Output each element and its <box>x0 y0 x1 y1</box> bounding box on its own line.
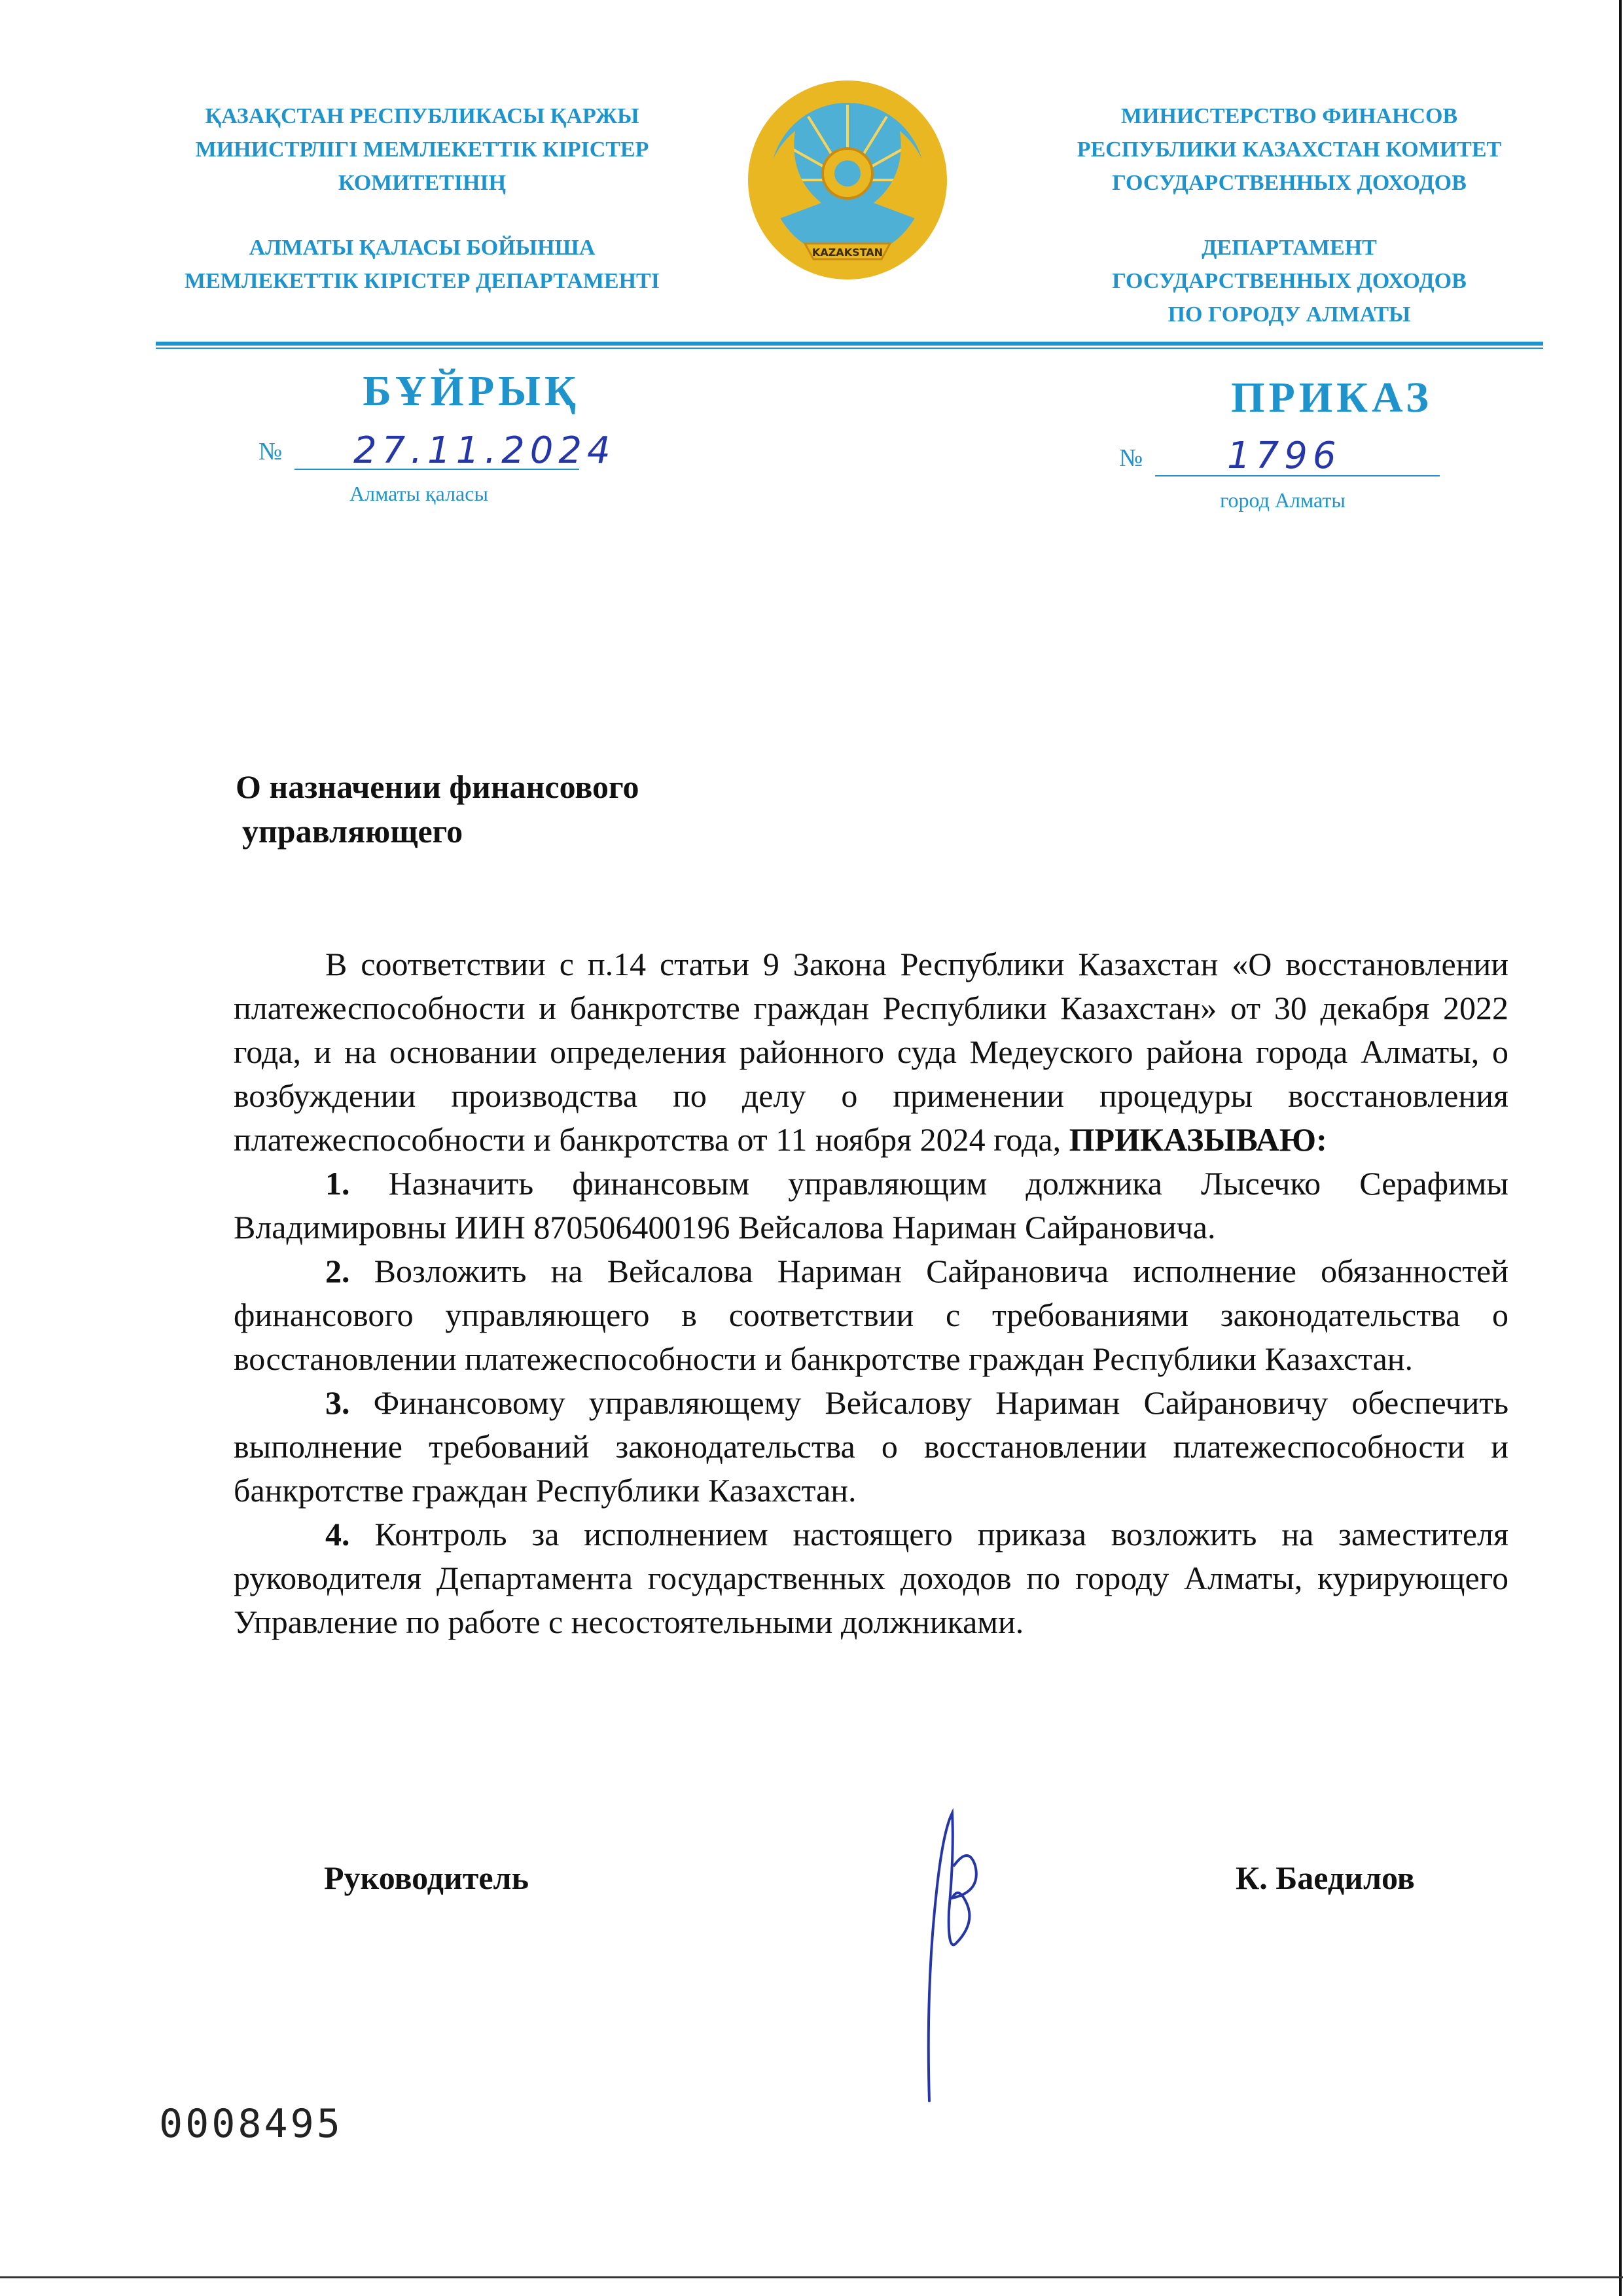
body-item <box>234 1162 1508 1249</box>
order-title-ru: ПРИКАЗ <box>1231 374 1433 422</box>
serial-number: 0008495 <box>159 2101 343 2147</box>
item-text: Контроль за исполнением настоящего приказа возложить на заместителя руководителя Департамента государственных доходов по городу Алматы, курирующего Управление по работе с несостоятельными должниками. <box>234 1516 1508 1640</box>
order-body <box>234 942 1508 1644</box>
state-emblem-icon <box>743 72 952 288</box>
header-ru-line: ГОСУДАРСТВЕННЫХ ДОХОДОВ <box>1112 171 1467 195</box>
item-number: 3. <box>325 1384 350 1421</box>
header-ru-line: РЕСПУБЛИКИ КАЗАХСТАН КОМИТЕТ <box>1077 137 1502 162</box>
item-number: 2. <box>325 1253 350 1289</box>
item-number: 1. <box>325 1165 350 1202</box>
header-kz-line: МИНИСТРЛІГІ МЕМЛЕКЕТТІК КІРІСТЕР <box>195 137 649 162</box>
header-ru-line: МИНИСТЕРСТВО ФИНАНСОВ <box>1120 104 1458 128</box>
header-ru-line: ПО ГОРОДУ АЛМАТЫ <box>1168 302 1411 327</box>
header-kz <box>141 99 704 298</box>
item-number: 4. <box>325 1516 350 1552</box>
header-kz-line: ҚАЗАҚСТАН РЕСПУБЛИКАСЫ ҚАРЖЫ <box>205 104 639 128</box>
number-sign-kz: № <box>259 438 283 465</box>
page-edge-right <box>1619 0 1622 2296</box>
header-kz-line: АЛМАТЫ ҚАЛАСЫ БОЙЫНША <box>249 236 596 260</box>
page-edge-bottom <box>0 2276 1623 2278</box>
header-divider <box>156 342 1543 346</box>
subject-line: управляющего <box>242 813 463 850</box>
emblem-text: KAZAKSTAN <box>812 246 883 259</box>
header-ru <box>1031 99 1548 331</box>
city-ru: город Алматы <box>1220 488 1346 512</box>
handwritten-date: 27.11.2024 <box>353 429 616 472</box>
handwritten-signature-icon <box>890 1793 1008 2108</box>
header-divider-thin <box>156 348 1543 349</box>
city-kz: Алматы қаласы <box>349 482 488 505</box>
intro-text: В соответствии с п.14 статьи 9 Закона Республики Казахстан «О восстановлении платежеспособности и банкротстве граждан Республики Казахстан» от 30 декабря 2022 года, и на основании определения районного суда Медеуского района города Алматы, о возбуждении производства по делу о применении процедуры восстановления платежеспособности и банкротства от 11 ноября 2024 года, <box>234 946 1508 1158</box>
body-item <box>234 1381 1508 1513</box>
order-title-kz: БҰЙРЫҚ <box>363 367 580 415</box>
number-sign-ru: № <box>1119 444 1143 472</box>
signatory-name: К. Баедилов <box>1236 1859 1415 1896</box>
signatory-title: Руководитель <box>324 1859 529 1896</box>
header-ru-line: ГОСУДАРСТВЕННЫХ ДОХОДОВ <box>1112 269 1467 293</box>
item-text: Возложить на Вейсалова Нариман Сайрановича исполнение обязанностей финансового управляющего в соответствии с требованиями законодательства о восстановлении платежеспособности и банкротстве граждан Республики Казахстан. <box>234 1253 1509 1377</box>
intro-command: ПРИКАЗЫВАЮ: <box>1069 1121 1327 1158</box>
subject-line: О назначении финансового <box>236 768 639 805</box>
header-kz-line: МЕМЛЕКЕТТІК КІРІСТЕР ДЕПАРТАМЕНТІ <box>185 269 660 293</box>
header-ru-line: ДЕПАРТАМЕНТ <box>1202 236 1377 260</box>
body-item <box>234 1513 1508 1644</box>
item-text: Назначить финансовым управляющим должника Лысечко Серафимы Владимировны ИИН 870506400196 Вейсалова Нариман Сайрановича. <box>234 1165 1509 1246</box>
handwritten-order-number: 1796 <box>1227 435 1342 477</box>
body-intro <box>234 942 1508 1162</box>
order-subject <box>236 764 639 853</box>
header-kz-line: КОМИТЕТІНІҢ <box>338 171 507 195</box>
item-text: Финансовому управляющему Вейсалову Нариман Сайрановичу обеспечить выполнение требований законодательства о восстановлении платежеспособности и банкротстве граждан Республики Казахстан. <box>234 1384 1509 1509</box>
body-item <box>234 1249 1508 1381</box>
